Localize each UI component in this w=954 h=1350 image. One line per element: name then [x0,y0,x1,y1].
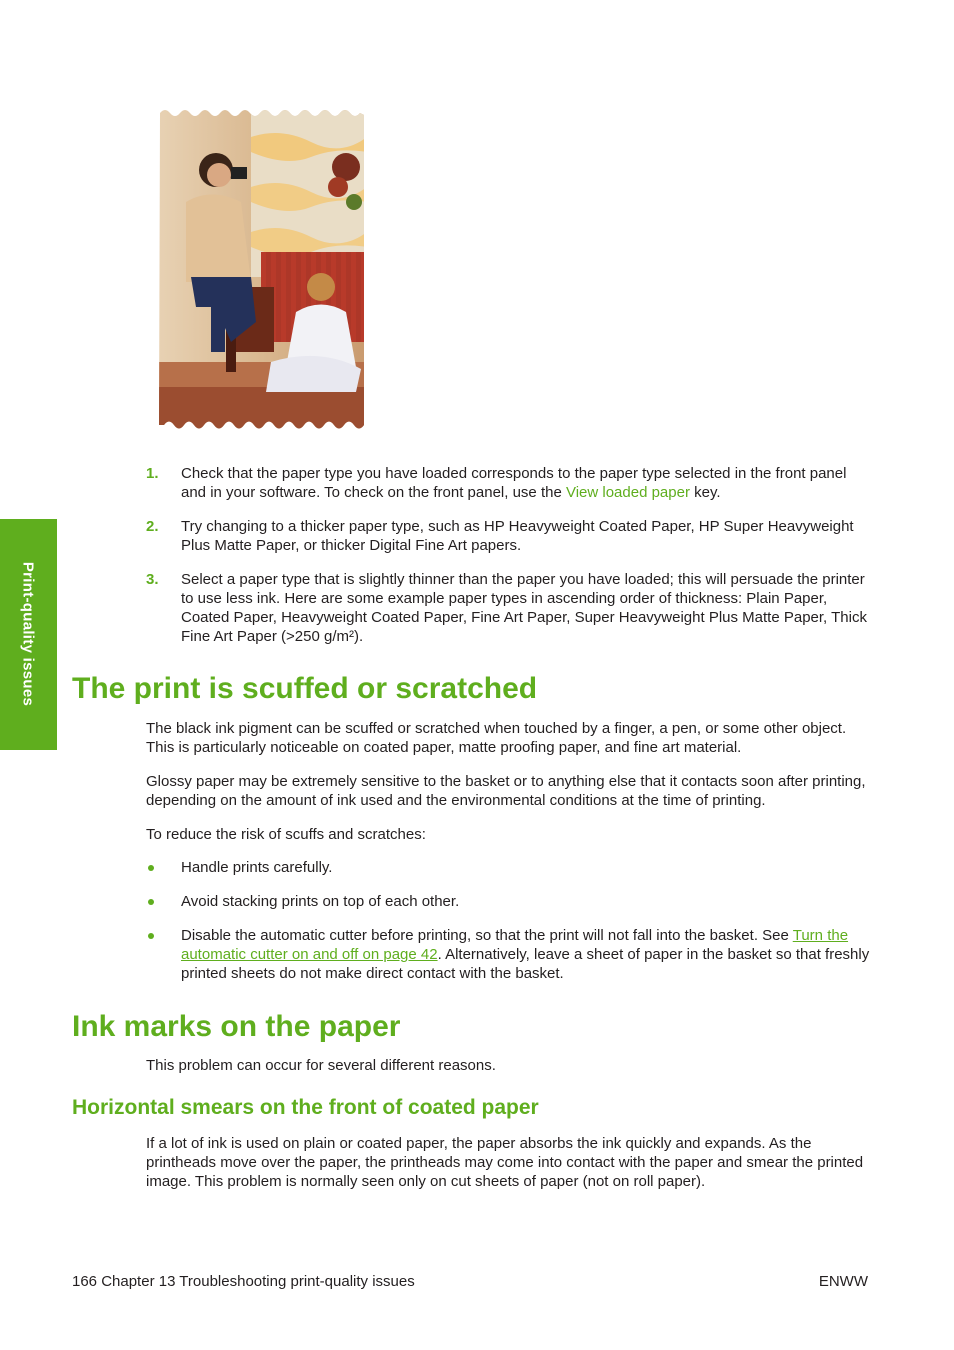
view-loaded-paper-key: View loaded paper [565,484,690,501]
bullet-icon [148,899,154,905]
footer-locale: ENWW [818,1273,868,1290]
bullet-icon [148,933,154,939]
section-heading-ink-marks: Ink marks on the paper [72,1010,401,1043]
paragraph: This problem can occur for several different reasons. [146,1057,496,1074]
list-item-text: Try changing to a thicker paper type, such as HP Heavyweight Coated Paper, HP Super Heavyweight Plus Matte Paper, or thicker Digital Fine Art papers. [181,518,854,554]
automatic-cutter-link[interactable]: Turn the automatic cutter on and off on page 42 [181,927,849,963]
list-item-text: Select a paper type that is slightly thinner than the paper you have loaded; this will persuade the printer to use less ink. Here are some example paper types in ascending order of thickness: Plain Paper, Coated Paper, Heavyweight Coated Paper, Fine Art Paper, Super Heavyweight Plus Matte Paper, Thick Fine Art Paper (>250 g/m²). [181,571,867,645]
list-item-text [181,464,871,502]
side-tab-label: Print-quality issues [19,561,37,707]
list-number: 2. [146,518,159,535]
subsection-heading-horizontal-smears: Horizontal smears on the front of coated paper [72,1096,539,1119]
paragraph: To reduce the risk of scuffs and scratches: [146,826,426,843]
list-number: 3. [146,571,159,588]
footer-page-info: 166 Chapter 13 Troubleshooting print-quality issues [72,1273,415,1290]
paragraph: The black ink pigment can be scuffed or scratched when touched by a finger, a pen, or some other object. This is particularly noticeable on coated paper, matte proofing paper, and fine art material. [146,720,847,756]
bullet-icon [148,865,154,871]
section-heading-scuffed: The print is scuffed or scratched [72,672,538,705]
paragraph: If a lot of ink is used on plain or coated paper, the paper absorbs the ink quickly and expands. As the printheads move over the paper, the printheads may come into contact with the paper and smear the printed image. This problem is normally seen only on cut sheets of paper (not on roll paper). [146,1135,864,1190]
cockled-print-photo [156,107,367,432]
list-item-text [181,926,871,983]
text-segment: Check that the paper type you have loaded corresponds to the paper type selected in the front panel and in your software. To check on the front panel, use the [181,465,847,501]
paragraph: Glossy paper may be extremely sensitive to the basket or to anything else that it contacts soon after printing, depending on the amount of ink used and the environmental conditions at the time of printing. [146,773,866,809]
text-segment: Disable the automatic cutter before printing, so that the print will not fall into the basket. See [181,927,793,944]
side-tab [0,519,57,750]
list-number: 1. [146,465,159,482]
list-item-text: Avoid stacking prints on top of each other. [181,893,460,910]
list-item-text: Handle prints carefully. [181,859,333,876]
text-segment: key. [689,484,721,501]
text-segment: . Alternatively, leave a sheet of paper in the basket so that freshly printed sheets do not make direct contact with the basket. [181,946,870,982]
